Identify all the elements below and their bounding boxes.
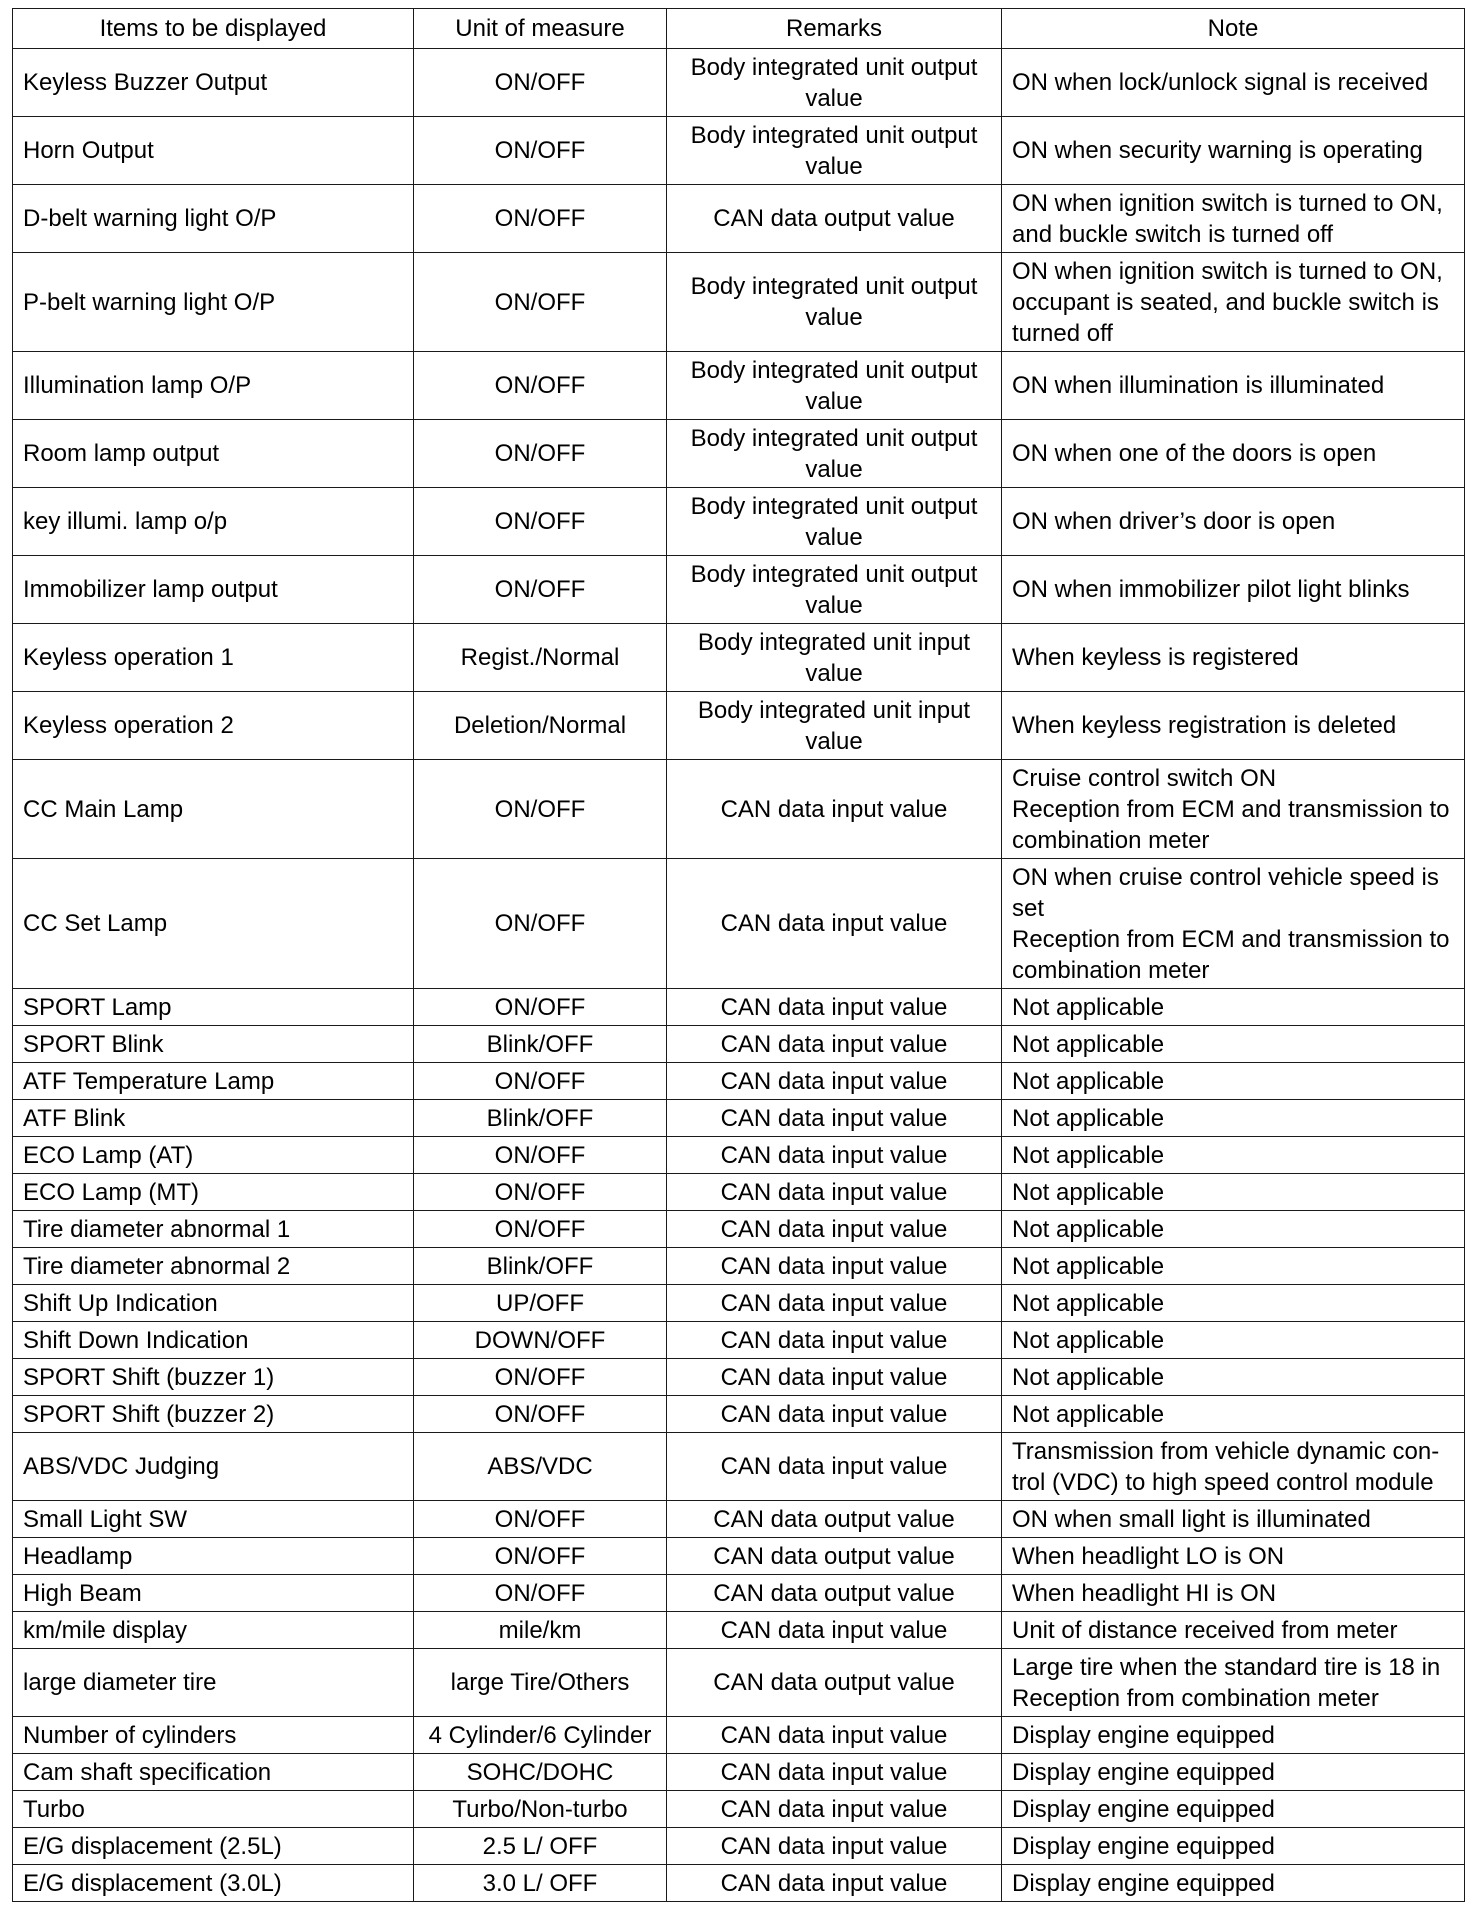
unit-cell: 2.5 L/ OFF (414, 1828, 667, 1865)
unit-cell: ABS/VDC (414, 1433, 667, 1501)
table-row (13, 692, 1465, 760)
table-row (13, 1026, 1465, 1063)
unit-cell: Turbo/Non-turbo (414, 1791, 667, 1828)
table-row (13, 1285, 1465, 1322)
item-cell: Cam shaft specification (13, 1754, 414, 1791)
unit-cell: ON/OFF (414, 1501, 667, 1538)
unit-cell: ON/OFF (414, 859, 667, 989)
table-row (13, 185, 1465, 253)
table-row (13, 420, 1465, 488)
table-row (13, 1100, 1465, 1137)
item-cell: E/G displacement (3.0L) (13, 1865, 414, 1902)
item-cell: Keyless operation 1 (13, 624, 414, 692)
unit-cell: ON/OFF (414, 488, 667, 556)
item-cell: D-belt warning light O/P (13, 185, 414, 253)
unit-cell: ON/OFF (414, 1211, 667, 1248)
table-row (13, 859, 1465, 989)
item-cell: CC Main Lamp (13, 760, 414, 859)
note-cell: Not applicable (1002, 1137, 1465, 1174)
unit-cell: 4 Cylinder/6 Cylinder (414, 1717, 667, 1754)
item-cell: Turbo (13, 1791, 414, 1828)
item-cell: key illumi. lamp o/p (13, 488, 414, 556)
note-cell: When headlight HI is ON (1002, 1575, 1465, 1612)
note-cell: Display engine equipped (1002, 1754, 1465, 1791)
remarks-cell: CAN data input value (667, 1754, 1002, 1791)
item-cell: ATF Blink (13, 1100, 414, 1137)
remarks-cell: CAN data input value (667, 1137, 1002, 1174)
remarks-cell: CAN data input value (667, 1433, 1002, 1501)
table-row (13, 1063, 1465, 1100)
item-cell: Tire diameter abnormal 2 (13, 1248, 414, 1285)
remarks-cell: CAN data input value (667, 1174, 1002, 1211)
table-row (13, 1649, 1465, 1717)
table-header-row (13, 9, 1465, 49)
remarks-cell: CAN data output value (667, 1538, 1002, 1575)
remarks-cell: Body integrated unit input value (667, 692, 1002, 760)
unit-cell: ON/OFF (414, 117, 667, 185)
note-cell: When keyless is registered (1002, 624, 1465, 692)
remarks-cell: CAN data input value (667, 1285, 1002, 1322)
item-cell: High Beam (13, 1575, 414, 1612)
table-row (13, 488, 1465, 556)
table-row (13, 556, 1465, 624)
item-cell: SPORT Blink (13, 1026, 414, 1063)
unit-cell: ON/OFF (414, 420, 667, 488)
item-cell: E/G displacement (2.5L) (13, 1828, 414, 1865)
unit-cell: ON/OFF (414, 1538, 667, 1575)
item-cell: Illumination lamp O/P (13, 352, 414, 420)
item-cell: Shift Up Indication (13, 1285, 414, 1322)
unit-cell: ON/OFF (414, 1174, 667, 1211)
item-cell: P-belt warning light O/P (13, 253, 414, 352)
unit-cell: Blink/OFF (414, 1100, 667, 1137)
item-cell: ECO Lamp (AT) (13, 1137, 414, 1174)
note-cell: ON when lock/unlock signal is received (1002, 49, 1465, 117)
note-cell: ON when ignition switch is turned to ON, and buckle switch is turned off (1002, 185, 1465, 253)
unit-cell: Deletion/Normal (414, 692, 667, 760)
remarks-cell: CAN data input value (667, 1865, 1002, 1902)
note-cell: Display engine equipped (1002, 1791, 1465, 1828)
table-row (13, 253, 1465, 352)
remarks-cell: CAN data input value (667, 989, 1002, 1026)
item-cell: ATF Temperature Lamp (13, 1063, 414, 1100)
table-row (13, 1359, 1465, 1396)
note-cell: Not applicable (1002, 989, 1465, 1026)
item-cell: Keyless Buzzer Output (13, 49, 414, 117)
remarks-cell: CAN data output value (667, 1575, 1002, 1612)
remarks-cell: CAN data input value (667, 1063, 1002, 1100)
remarks-cell: CAN data input value (667, 1026, 1002, 1063)
table-row (13, 117, 1465, 185)
unit-cell: ON/OFF (414, 760, 667, 859)
note-cell: ON when security warning is operating (1002, 117, 1465, 185)
table-row (13, 1322, 1465, 1359)
table-row (13, 989, 1465, 1026)
unit-cell: ON/OFF (414, 185, 667, 253)
note-cell: Cruise control switch ON Reception from ECM and transmission to combination meter (1002, 760, 1465, 859)
note-cell: ON when driver’s door is open (1002, 488, 1465, 556)
remarks-cell: CAN data input value (667, 1791, 1002, 1828)
item-cell: Horn Output (13, 117, 414, 185)
item-cell: Small Light SW (13, 1501, 414, 1538)
header-items: Items to be displayed (13, 9, 414, 49)
unit-cell: ON/OFF (414, 49, 667, 117)
item-cell: Shift Down Indication (13, 1322, 414, 1359)
unit-cell: SOHC/DOHC (414, 1754, 667, 1791)
unit-cell: ON/OFF (414, 1137, 667, 1174)
remarks-cell: CAN data input value (667, 1211, 1002, 1248)
remarks-cell: Body integrated unit output value (667, 117, 1002, 185)
table-row (13, 1137, 1465, 1174)
table-row (13, 1248, 1465, 1285)
note-cell: When keyless registration is deleted (1002, 692, 1465, 760)
table-row (13, 1211, 1465, 1248)
item-cell: large diameter tire (13, 1649, 414, 1717)
note-cell: Not applicable (1002, 1211, 1465, 1248)
note-cell: Not applicable (1002, 1359, 1465, 1396)
table-row (13, 760, 1465, 859)
remarks-cell: CAN data input value (667, 1612, 1002, 1649)
note-cell: ON when illumination is illuminated (1002, 352, 1465, 420)
note-cell: Transmission from vehicle dynamic con-trol (VDC) to high speed control module (1002, 1433, 1465, 1501)
remarks-cell: CAN data output value (667, 1649, 1002, 1717)
table-row (13, 1717, 1465, 1754)
note-cell: Unit of distance received from meter (1002, 1612, 1465, 1649)
item-cell: Room lamp output (13, 420, 414, 488)
note-cell: Large tire when the standard tire is 18 in Reception from combination meter (1002, 1649, 1465, 1717)
item-cell: ECO Lamp (MT) (13, 1174, 414, 1211)
note-cell: Not applicable (1002, 1248, 1465, 1285)
unit-cell: UP/OFF (414, 1285, 667, 1322)
note-cell: Display engine equipped (1002, 1828, 1465, 1865)
table-row (13, 1433, 1465, 1501)
unit-cell: 3.0 L/ OFF (414, 1865, 667, 1902)
item-cell: Immobilizer lamp output (13, 556, 414, 624)
note-cell: Not applicable (1002, 1174, 1465, 1211)
unit-cell: ON/OFF (414, 556, 667, 624)
unit-cell: DOWN/OFF (414, 1322, 667, 1359)
item-cell: CC Set Lamp (13, 859, 414, 989)
table-row (13, 1501, 1465, 1538)
remarks-cell: CAN data output value (667, 1501, 1002, 1538)
note-cell: ON when one of the doors is open (1002, 420, 1465, 488)
unit-cell: ON/OFF (414, 989, 667, 1026)
item-cell: Headlamp (13, 1538, 414, 1575)
remarks-cell: Body integrated unit output value (667, 488, 1002, 556)
item-cell: Keyless operation 2 (13, 692, 414, 760)
unit-cell: Regist./Normal (414, 624, 667, 692)
table-row (13, 49, 1465, 117)
remarks-cell: CAN data input value (667, 1248, 1002, 1285)
table-row (13, 1612, 1465, 1649)
table-row (13, 1828, 1465, 1865)
note-cell: ON when cruise control vehicle speed is set Reception from ECM and transmission to combination meter (1002, 859, 1465, 989)
table-row (13, 1396, 1465, 1433)
note-cell: Not applicable (1002, 1063, 1465, 1100)
header-unit: Unit of measure (414, 9, 667, 49)
unit-cell: Blink/OFF (414, 1248, 667, 1285)
note-cell: Not applicable (1002, 1285, 1465, 1322)
note-cell: Not applicable (1002, 1396, 1465, 1433)
unit-cell: large Tire/Others (414, 1649, 667, 1717)
table-row (13, 1865, 1465, 1902)
remarks-cell: CAN data input value (667, 760, 1002, 859)
remarks-cell: Body integrated unit output value (667, 556, 1002, 624)
table-row (13, 1791, 1465, 1828)
remarks-cell: Body integrated unit output value (667, 49, 1002, 117)
item-cell: SPORT Lamp (13, 989, 414, 1026)
table-row (13, 1174, 1465, 1211)
unit-cell: ON/OFF (414, 1575, 667, 1612)
note-cell: Not applicable (1002, 1100, 1465, 1137)
item-cell: SPORT Shift (buzzer 2) (13, 1396, 414, 1433)
unit-cell: ON/OFF (414, 352, 667, 420)
note-cell: ON when immobilizer pilot light blinks (1002, 556, 1465, 624)
remarks-cell: CAN data input value (667, 1100, 1002, 1137)
table-row (13, 1575, 1465, 1612)
remarks-cell: CAN data input value (667, 1828, 1002, 1865)
header-remarks: Remarks (667, 9, 1002, 49)
note-cell: Display engine equipped (1002, 1865, 1465, 1902)
header-note: Note (1002, 9, 1465, 49)
item-cell: ABS/VDC Judging (13, 1433, 414, 1501)
remarks-cell: Body integrated unit output value (667, 352, 1002, 420)
table-row (13, 352, 1465, 420)
display-items-table (12, 8, 1465, 1902)
remarks-cell: Body integrated unit output value (667, 420, 1002, 488)
table-row (13, 624, 1465, 692)
item-cell: km/mile display (13, 1612, 414, 1649)
table-row (13, 1754, 1465, 1791)
note-cell: ON when small light is illuminated (1002, 1501, 1465, 1538)
unit-cell: mile/km (414, 1612, 667, 1649)
remarks-cell: CAN data input value (667, 1396, 1002, 1433)
remarks-cell: CAN data input value (667, 1359, 1002, 1396)
item-cell: Tire diameter abnormal 1 (13, 1211, 414, 1248)
item-cell: SPORT Shift (buzzer 1) (13, 1359, 414, 1396)
remarks-cell: Body integrated unit input value (667, 624, 1002, 692)
unit-cell: ON/OFF (414, 253, 667, 352)
document-page (12, 8, 1464, 1902)
unit-cell: ON/OFF (414, 1359, 667, 1396)
note-cell: ON when ignition switch is turned to ON, occupant is seated, and buckle switch is turned off (1002, 253, 1465, 352)
note-cell: Not applicable (1002, 1026, 1465, 1063)
table-body (13, 49, 1465, 1902)
remarks-cell: CAN data output value (667, 185, 1002, 253)
remarks-cell: CAN data input value (667, 1717, 1002, 1754)
unit-cell: ON/OFF (414, 1063, 667, 1100)
note-cell: Display engine equipped (1002, 1717, 1465, 1754)
note-cell: When headlight LO is ON (1002, 1538, 1465, 1575)
table-row (13, 1538, 1465, 1575)
item-cell: Number of cylinders (13, 1717, 414, 1754)
unit-cell: Blink/OFF (414, 1026, 667, 1063)
remarks-cell: CAN data input value (667, 1322, 1002, 1359)
remarks-cell: Body integrated unit output value (667, 253, 1002, 352)
remarks-cell: CAN data input value (667, 859, 1002, 989)
note-cell: Not applicable (1002, 1322, 1465, 1359)
unit-cell: ON/OFF (414, 1396, 667, 1433)
